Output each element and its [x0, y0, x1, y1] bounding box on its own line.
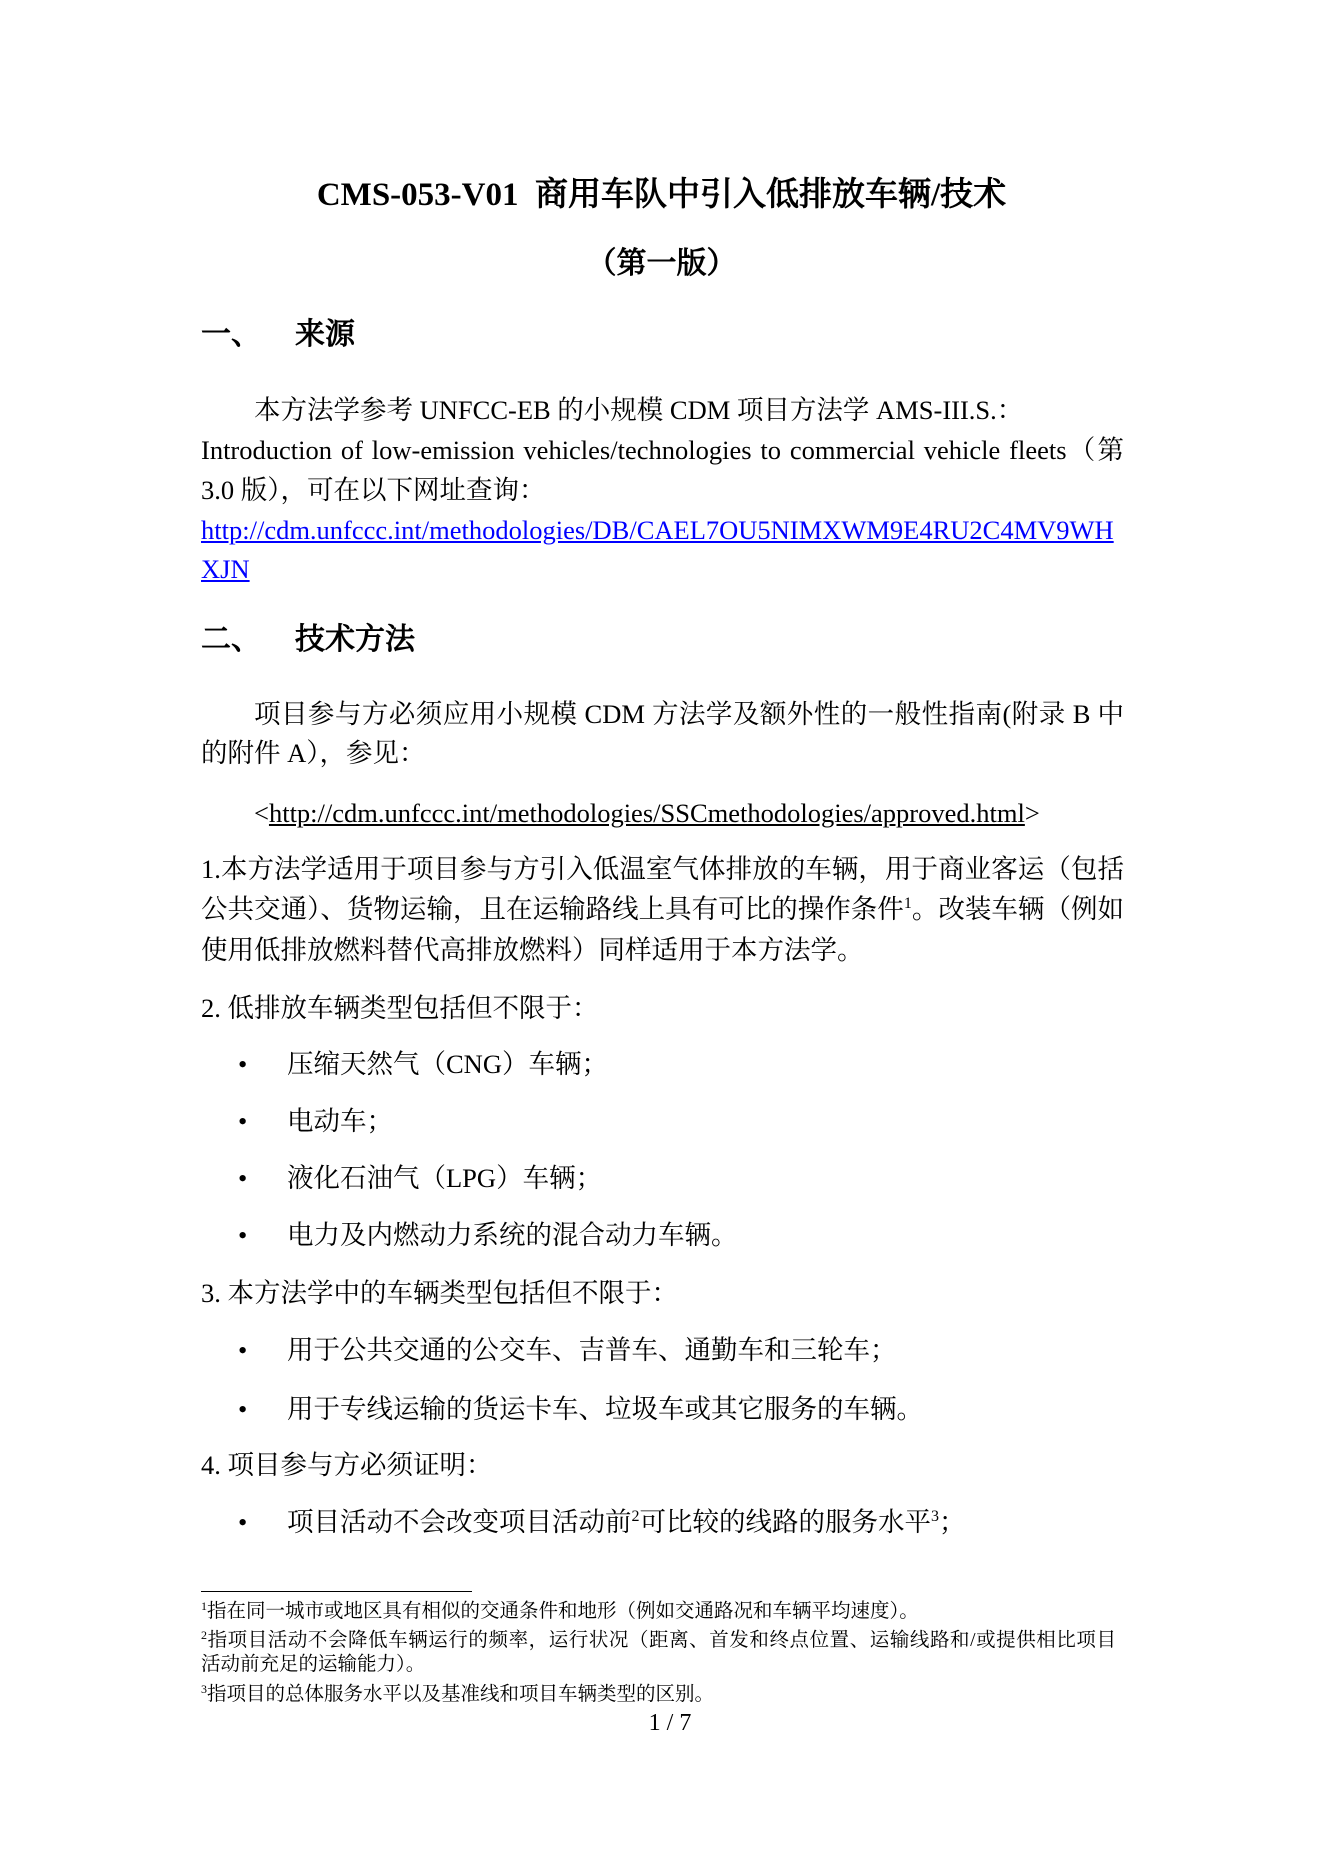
list-item: 用于公共交通的公交车、吉普车、通勤车和三轮车；	[287, 1335, 897, 1365]
document-subtitle: （第一版）	[586, 247, 737, 280]
list-item: 用于专线运输的货运卡车、垃圾车或其它服务的车辆。	[287, 1394, 923, 1424]
footnote-3-text: 指项目的总体服务水平以及基准线和项目车辆类型的区别。	[207, 1684, 715, 1705]
source-link-line-1	[201, 510, 1124, 550]
method-intro-line-1: 项目参与方必须应用小规模 CDM 方法学及额外性的一般性指南(附录 B 中	[254, 699, 1124, 729]
item-3-text: 3. 本方法学中的车辆类型包括但不限于：	[201, 1278, 678, 1308]
list-item-text: 可比较的线路的服务水平	[639, 1507, 931, 1537]
bullet-icon: •	[238, 1049, 248, 1079]
footnote-1-mark: 1	[201, 1599, 207, 1613]
section-2-heading: 技术方法	[295, 623, 415, 656]
url-open-bracket: <	[254, 798, 269, 828]
footnote-1	[201, 1600, 919, 1624]
bullet-icon: •	[238, 1335, 248, 1365]
bullet-icon: •	[238, 1163, 248, 1193]
item-1-line-3: 使用低排放燃料替代高排放燃料）同样适用于本方法学。	[201, 935, 864, 965]
source-paragraph-line-1: 本方法学参考 UNFCC-EB 的小规模 CDM 项目方法学 AMS-III.S.：	[254, 395, 1024, 425]
list-item-text: 项目活动不会改变项目活动前	[287, 1507, 632, 1537]
method-intro-line-2: 的附件 A），参见：	[201, 738, 426, 768]
item-1-line-2	[201, 889, 1124, 929]
guideline-url-line	[254, 793, 1124, 833]
guideline-url-link[interactable]: http://cdm.unfccc.int/methodologies/SSCmethodologies/approved.html	[268, 798, 1025, 828]
section-1-heading: 来源	[295, 318, 355, 351]
source-paragraph-line-2: Introduction of low-emission vehicles/technologies to commercial vehicle fleets（第	[201, 435, 1124, 465]
footnote-3-mark: 3	[201, 1682, 207, 1696]
footnote-2-continued: 活动前充足的运输能力）。	[201, 1654, 426, 1675]
section-2-number: 二、	[201, 623, 261, 656]
item-4-text: 4. 项目参与方必须证明：	[201, 1450, 493, 1480]
footnote-1-text: 指在同一城市或地区具有相似的交通条件和地形（例如交通路况和车辆平均速度）。	[207, 1601, 919, 1622]
bullet-icon: •	[238, 1220, 248, 1250]
list-item	[287, 1502, 966, 1542]
source-paragraph-line-3: 3.0 版），可在以下网址查询：	[201, 475, 546, 505]
document-title: CMS-053-V01 商用车队中引入低排放车辆/技术	[316, 177, 1007, 213]
bullet-icon: •	[238, 1106, 248, 1136]
footnote-ref-3: 3	[931, 1508, 939, 1525]
bullet-icon: •	[238, 1394, 248, 1424]
methodology-link[interactable]: http://cdm.unfccc.int/methodologies/DB/CAEL7OU5NIMXWM9E4RU2C4MV9WH	[201, 515, 1114, 545]
item-1-line-1: 1.本方法学适用于项目参与方引入低温室气体排放的车辆，用于商业客运（包括	[201, 854, 1124, 884]
list-item: 压缩天然气（CNG）车辆；	[287, 1049, 608, 1079]
bullet-icon: •	[238, 1507, 248, 1537]
source-link-line-2	[201, 549, 1124, 589]
item-1-line-2-text: 公共交通）、货物运输，且在运输路线上具有可比的操作条件	[201, 894, 904, 924]
footnote-ref-2: 2	[631, 1508, 640, 1525]
footnote-divider	[201, 1591, 472, 1592]
footnote-2-text: 指项目活动不会降低车辆运行的频率，运行状况（距离、首发和终点位置、运输线路和/或提供相比项目	[207, 1630, 1116, 1651]
list-item: 液化石油气（LPG）车辆；	[287, 1163, 603, 1193]
url-close-bracket: >	[1024, 798, 1040, 828]
footnote-ref-1: 1	[903, 895, 912, 912]
list-item: 电动车；	[287, 1106, 393, 1136]
page-number: 1 / 7	[648, 1710, 692, 1736]
item-1-line-2-text-after: 。改装车辆（例如	[911, 894, 1124, 924]
footnote-2-mark: 2	[201, 1628, 207, 1642]
list-item: 电力及内燃动力系统的混合动力车辆。	[287, 1220, 738, 1250]
item-2-text: 2. 低排放车辆类型包括但不限于：	[201, 993, 599, 1023]
list-item-text: ；	[939, 1507, 966, 1537]
section-1-number: 一、	[201, 318, 261, 351]
footnote-3	[201, 1683, 714, 1707]
footnote-2	[201, 1629, 1116, 1653]
methodology-link-continued[interactable]: XJN	[201, 554, 250, 584]
